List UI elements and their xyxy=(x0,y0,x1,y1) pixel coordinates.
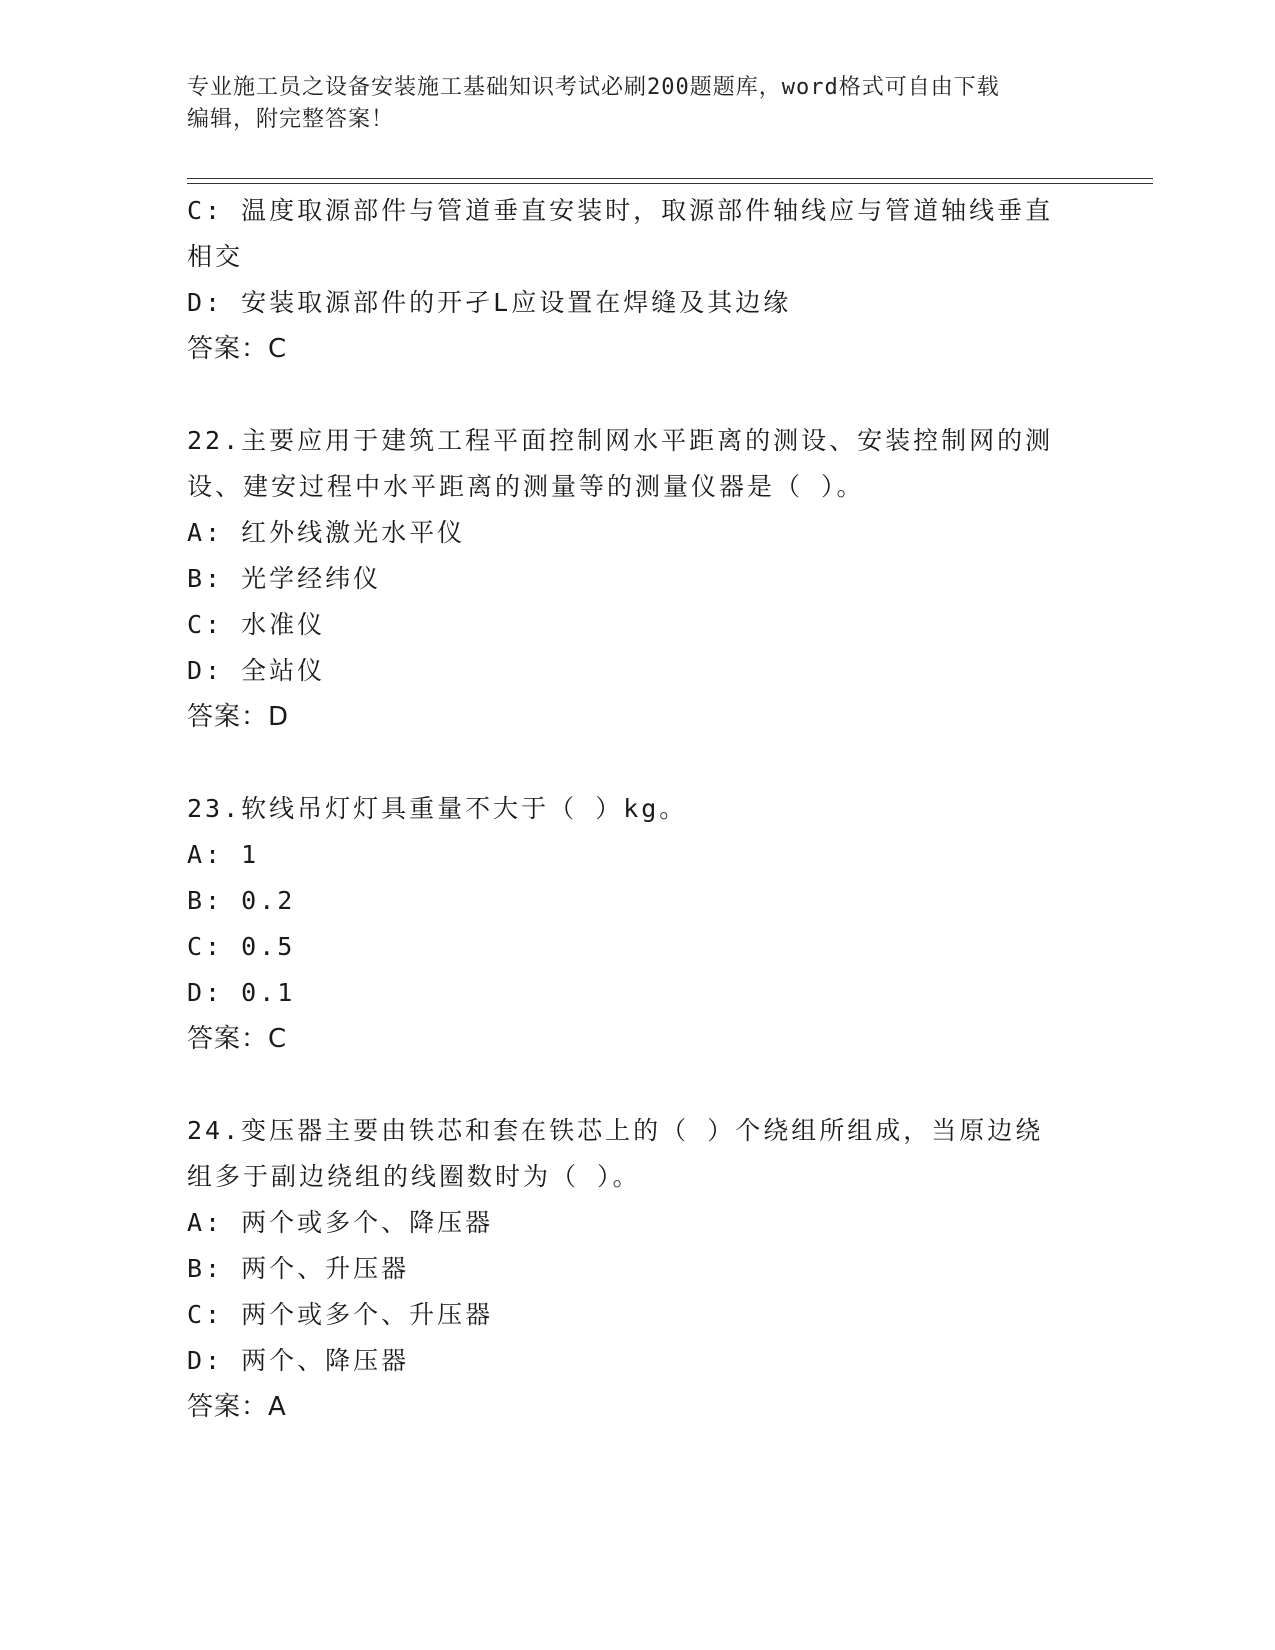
spacer xyxy=(187,1062,1087,1108)
option-b: B: 0.2 xyxy=(187,886,296,915)
question-list xyxy=(187,188,1087,1430)
question-stem-line-2: 设、建安过程中水平距离的测量等的测量仪器是（ ）。 xyxy=(187,472,865,501)
question-stem-line-1: 24.变压器主要由铁芯和套在铁芯上的（ ）个绕组所组成，当原边绕 xyxy=(187,1116,1044,1145)
question-23 xyxy=(187,786,1087,1062)
option-b: B: 两个、升压器 xyxy=(187,1254,410,1283)
option-c-line-2: 相交 xyxy=(187,242,244,271)
question-stem-line-1: 23.软线吊灯灯具重量不大于（ ）kg。 xyxy=(187,794,688,823)
answer: 答案：D xyxy=(187,702,290,732)
header-line-1: 专业施工员之设备安装施工基础知识考试必刷200题题库，word格式可自由下载 xyxy=(187,75,1000,100)
option-d: D: 0.1 xyxy=(187,978,296,1007)
option-a: A: 两个或多个、降压器 xyxy=(187,1208,494,1237)
option-d: D: 安装取源部件的开孑L应设置在焊缝及其边缘 xyxy=(187,288,792,317)
header-divider-top xyxy=(187,178,1153,179)
option-b: B: 光学经纬仪 xyxy=(187,564,382,593)
option-d: D: 两个、降压器 xyxy=(187,1346,410,1375)
option-c: C: 0.5 xyxy=(187,932,296,961)
question-21-continuation xyxy=(187,188,1087,372)
spacer xyxy=(187,372,1087,418)
question-22 xyxy=(187,418,1087,740)
header-divider-bottom xyxy=(187,183,1153,184)
option-d: D: 全站仪 xyxy=(187,656,326,685)
question-stem-line-2: 组多于副边绕组的线圈数时为（ ）。 xyxy=(187,1162,641,1191)
question-24 xyxy=(187,1108,1087,1430)
answer: 答案：C xyxy=(187,1024,288,1054)
option-c-line-1: C: 温度取源部件与管道垂直安装时，取源部件轴线应与管道轴线垂直 xyxy=(187,196,1054,225)
header-line-2: 编辑，附完整答案！ xyxy=(187,107,395,132)
option-a: A: 红外线激光水平仪 xyxy=(187,518,466,547)
answer: 答案：A xyxy=(187,1392,287,1422)
spacer xyxy=(187,740,1087,786)
question-stem-line-1: 22.主要应用于建筑工程平面控制网水平距离的测设、安装控制网的测 xyxy=(187,426,1054,455)
option-a: A: 1 xyxy=(187,840,260,869)
option-c: C: 两个或多个、升压器 xyxy=(187,1300,494,1329)
option-c: C: 水准仪 xyxy=(187,610,326,639)
answer: 答案：C xyxy=(187,334,288,364)
document-header xyxy=(187,72,1067,136)
